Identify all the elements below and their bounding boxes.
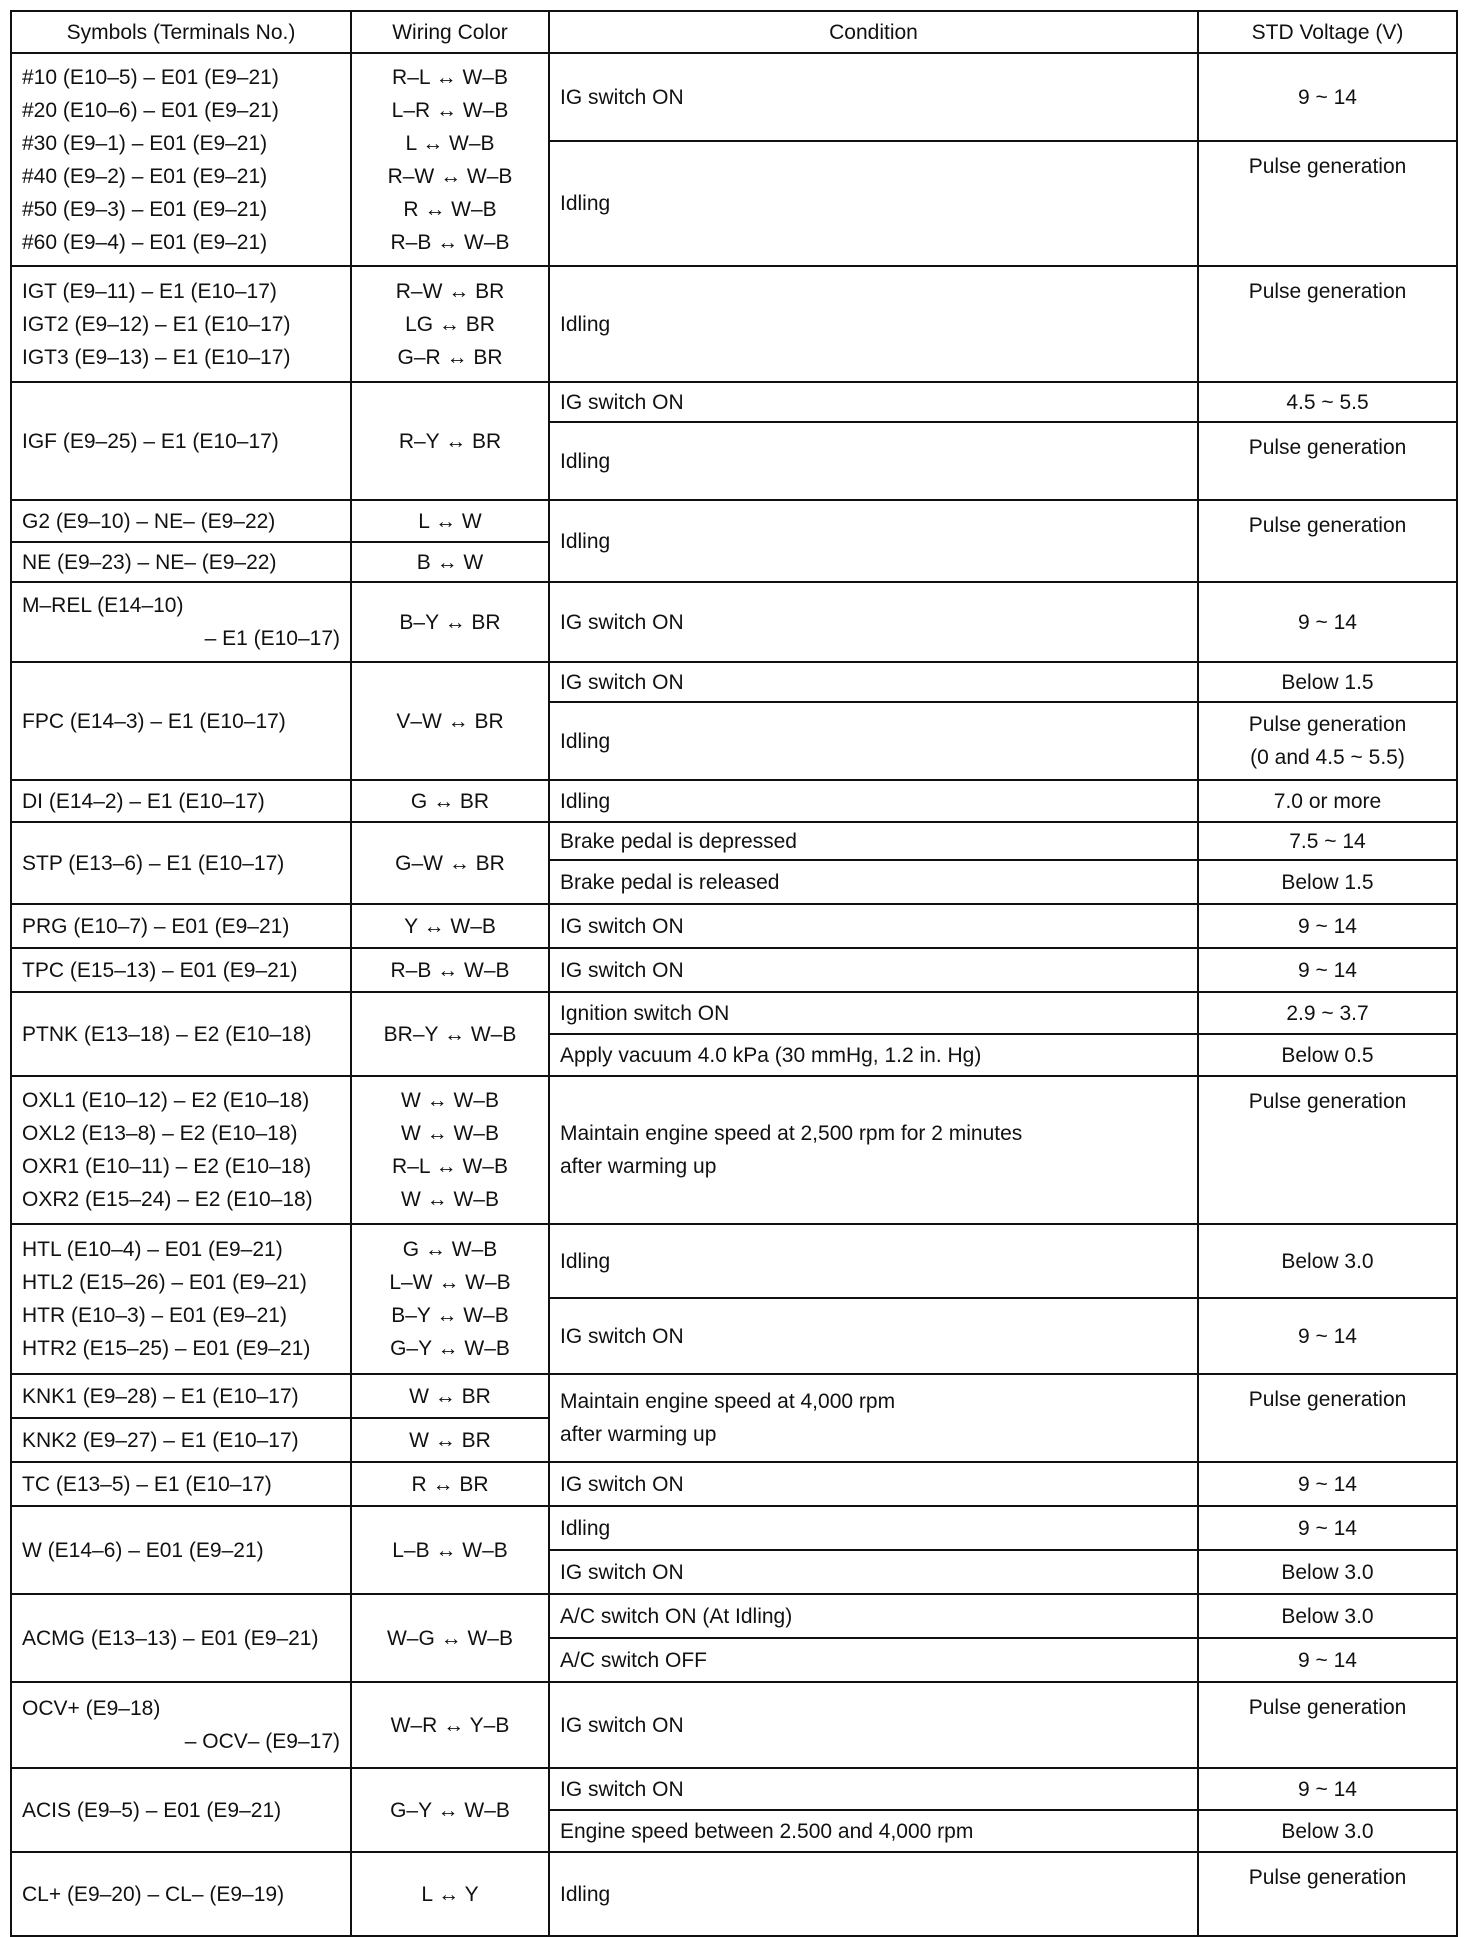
table-row (11, 1682, 1457, 1768)
cell-line: Brake pedal is depressed (560, 829, 797, 853)
cell-line: R–L ↔ W–B (392, 65, 508, 89)
wiring-color-cell (351, 1374, 549, 1418)
cell-line: B–Y ↔ BR (399, 610, 501, 634)
symbols-cell (11, 1076, 351, 1224)
condition-cell (549, 702, 1198, 780)
cell-line: TC (E13–5) – E1 (E10–17) (22, 1472, 272, 1496)
cell-line: Idling (560, 529, 611, 553)
cell-line: #20 (E10–6) – E01 (E9–21) (22, 98, 279, 122)
cell-line: HTL2 (E15–26) – E01 (E9–21) (22, 1271, 307, 1294)
cell-line: G–W ↔ BR (395, 851, 505, 875)
cell-line: IGT3 (E9–13) – E1 (E10–17) (22, 345, 291, 369)
cell-line: Below 3.0 (1281, 1249, 1374, 1273)
cell-line: W ↔ BR (409, 1384, 491, 1408)
cell-line: W–R ↔ Y–B (390, 1713, 510, 1737)
cell-line: Idling (560, 1516, 611, 1540)
cell-line: R–W ↔ BR (395, 279, 505, 303)
wiring-color-cell (351, 948, 549, 992)
cell-line: L–W ↔ W–B (389, 1271, 511, 1294)
cell-line: KNK2 (E9–27) – E1 (E10–17) (22, 1428, 299, 1452)
cell-line: IG switch ON (560, 958, 684, 982)
condition-cell (549, 992, 1198, 1034)
cell-line: OXL1 (E10–12) – E2 (E10–18) (22, 1089, 310, 1112)
condition-cell (549, 1594, 1198, 1638)
cell-line: after warming up (560, 1423, 717, 1446)
table-row (11, 1462, 1457, 1506)
condition-cell (549, 500, 1198, 582)
cell-line: IG switch ON (560, 1777, 684, 1801)
cell-line: Brake pedal is released (560, 870, 780, 894)
cell-line: 9 ~ 14 (1298, 1516, 1357, 1540)
table-row (11, 582, 1457, 662)
cell-line: Below 3.0 (1281, 1604, 1374, 1628)
table-row (11, 904, 1457, 948)
symbols-cell (11, 822, 351, 904)
table-row (11, 822, 1457, 860)
cell-line: IG switch ON (560, 85, 684, 109)
cell-line: Pulse generation (1248, 155, 1407, 178)
symbols-cell (11, 992, 351, 1076)
cell-line: M–REL (E14–10) (22, 594, 184, 617)
condition-cell (549, 904, 1198, 948)
cell-line: Idling (560, 192, 611, 215)
ecu-terminal-voltage-table (10, 10, 1458, 1937)
table-row (11, 1594, 1457, 1638)
table-row (11, 1224, 1457, 1298)
cell-line: 2.9 ~ 3.7 (1286, 1001, 1369, 1025)
std-voltage-cell (1198, 904, 1457, 948)
wiring-color-cell (351, 1224, 549, 1374)
condition-cell (549, 1852, 1198, 1936)
wiring-color-cell (351, 53, 549, 266)
symbols-cell (11, 1462, 351, 1506)
symbols-cell (11, 542, 351, 582)
cell-line: B ↔ W (416, 550, 484, 574)
condition-cell (549, 1550, 1198, 1594)
cell-line: 7.0 or more (1273, 789, 1382, 813)
condition-cell (549, 1768, 1198, 1810)
cell-line: #30 (E9–1) – E01 (E9–21) (22, 131, 268, 155)
cell-line: L ↔ W (418, 509, 482, 533)
cell-line: Pulse generation (1248, 280, 1407, 303)
symbols-cell (11, 500, 351, 542)
std-voltage-cell (1198, 382, 1457, 422)
cell-line: PRG (E10–7) – E01 (E9–21) (22, 914, 290, 938)
cell-line: IGT (E9–11) – E1 (E10–17) (22, 279, 277, 303)
cell-line: G–Y ↔ W–B (390, 1337, 510, 1360)
table-row (11, 1076, 1457, 1224)
cell-line: IG switch ON (560, 1324, 684, 1348)
cell-line: IG switch ON (560, 1472, 684, 1496)
std-voltage-cell (1198, 1852, 1457, 1936)
cell-line: G ↔ BR (410, 789, 490, 813)
std-voltage-cell (1198, 1298, 1457, 1374)
cell-line: 9 ~ 14 (1298, 1648, 1357, 1672)
condition-cell (549, 860, 1198, 904)
cell-line: 9 ~ 14 (1298, 1324, 1357, 1348)
cell-line: – OCV– (E9–17) (184, 1730, 340, 1753)
wiring-color-cell (351, 1852, 549, 1936)
symbols-cell (11, 1418, 351, 1462)
cell-line: 9 ~ 14 (1298, 85, 1357, 109)
cell-line: R–L ↔ W–B (392, 1155, 508, 1178)
cell-line: BR–Y ↔ W–B (383, 1022, 517, 1046)
cell-line: IG switch ON (560, 390, 684, 414)
wiring-color-cell (351, 1682, 549, 1768)
cell-line: IG switch ON (560, 1713, 684, 1737)
condition-cell (549, 1638, 1198, 1682)
wiring-color-cell (351, 1506, 549, 1594)
symbols-cell (11, 1374, 351, 1418)
cell-line: after warming up (560, 1155, 717, 1178)
cell-line: IGF (E9–25) – E1 (E10–17) (22, 429, 279, 453)
symbols-cell (11, 266, 351, 382)
cell-line: PTNK (E13–18) – E2 (E10–18) (22, 1022, 312, 1046)
cell-line: OXL2 (E13–8) – E2 (E10–18) (22, 1122, 298, 1145)
wiring-color-cell (351, 382, 549, 500)
header-condition: Condition (549, 11, 1198, 53)
cell-line: Idling (560, 729, 611, 753)
cell-line: G–Y ↔ W–B (390, 1798, 510, 1822)
condition-cell (549, 582, 1198, 662)
condition-cell (549, 1076, 1198, 1224)
std-voltage-cell (1198, 992, 1457, 1034)
std-voltage-cell (1198, 780, 1457, 822)
cell-line: Pulse generation (1248, 436, 1407, 459)
std-voltage-cell (1198, 1682, 1457, 1768)
std-voltage-cell (1198, 1034, 1457, 1076)
cell-line: #10 (E10–5) – E01 (E9–21) (22, 65, 279, 89)
cell-line: W (E14–6) – E01 (E9–21) (22, 1538, 264, 1562)
condition-cell (549, 1506, 1198, 1550)
table-row (11, 1768, 1457, 1810)
cell-line: LG ↔ BR (405, 312, 495, 336)
std-voltage-cell (1198, 1768, 1457, 1810)
std-voltage-cell (1198, 822, 1457, 860)
symbols-cell (11, 948, 351, 992)
symbols-cell (11, 382, 351, 500)
cell-line: Idling (560, 449, 611, 473)
condition-cell (549, 141, 1198, 266)
cell-line: IG switch ON (560, 610, 684, 634)
std-voltage-cell (1198, 1224, 1457, 1298)
cell-line: KNK1 (E9–28) – E1 (E10–17) (22, 1384, 299, 1408)
cell-line: #40 (E9–2) – E01 (E9–21) (22, 164, 268, 188)
std-voltage-cell (1198, 948, 1457, 992)
condition-cell (549, 822, 1198, 860)
cell-line: #60 (E9–4) – E01 (E9–21) (22, 230, 268, 254)
std-voltage-cell (1198, 1506, 1457, 1550)
cell-line: OXR2 (E15–24) – E2 (E10–18) (22, 1188, 313, 1211)
wiring-color-cell (351, 1768, 549, 1852)
cell-line: R ↔ W–B (403, 197, 497, 221)
wiring-color-cell (351, 1594, 549, 1682)
std-voltage-cell (1198, 266, 1457, 382)
cell-line: W ↔ W–B (401, 1089, 499, 1112)
cell-line: Maintain engine speed at 4,000 rpm (560, 1390, 896, 1413)
cell-line: #50 (E9–3) – E01 (E9–21) (22, 197, 268, 221)
table-row (11, 500, 1457, 542)
cell-line: L ↔ Y (421, 1882, 479, 1906)
cell-line: Y ↔ W–B (404, 914, 496, 938)
cell-line: Idling (560, 789, 611, 813)
cell-line: Below 3.0 (1281, 1560, 1374, 1584)
cell-line: V–W ↔ BR (396, 709, 504, 733)
std-voltage-cell (1198, 422, 1457, 500)
cell-line: 9 ~ 14 (1298, 1472, 1357, 1496)
cell-line: Pulse generation (1248, 713, 1407, 736)
symbols-cell (11, 1224, 351, 1374)
symbols-cell (11, 53, 351, 266)
cell-line: 9 ~ 14 (1298, 958, 1357, 982)
cell-line: DI (E14–2) – E1 (E10–17) (22, 789, 265, 813)
table-row (11, 1852, 1457, 1936)
std-voltage-cell (1198, 1810, 1457, 1852)
wiring-color-cell (351, 542, 549, 582)
cell-line: A/C switch OFF (560, 1648, 708, 1672)
document-page (10, 10, 1456, 1937)
cell-line: IGT2 (E9–12) – E1 (E10–17) (22, 312, 291, 336)
cell-line: R–W ↔ W–B (387, 164, 513, 188)
table-row (11, 1506, 1457, 1550)
cell-line: Pulse generation (1248, 1866, 1407, 1889)
std-voltage-cell (1198, 500, 1457, 582)
cell-line: L ↔ W–B (405, 131, 495, 155)
cell-line: OXR1 (E10–11) – E2 (E10–18) (22, 1155, 312, 1178)
cell-line: Apply vacuum 4.0 kPa (30 mmHg, 1.2 in. Hg) (560, 1043, 982, 1067)
std-voltage-cell (1198, 1594, 1457, 1638)
cell-line: Pulse generation (1248, 1090, 1407, 1113)
cell-line: NE (E9–23) – NE– (E9–22) (22, 550, 277, 574)
symbols-cell (11, 582, 351, 662)
cell-line: G–R ↔ BR (397, 345, 503, 369)
cell-line: R–B ↔ W–B (390, 230, 510, 254)
symbols-cell (11, 1852, 351, 1936)
cell-line: R–B ↔ W–B (390, 958, 510, 982)
condition-cell (549, 1462, 1198, 1506)
wiring-color-cell (351, 1462, 549, 1506)
condition-cell (549, 1224, 1198, 1298)
cell-line: Below 3.0 (1281, 1819, 1374, 1843)
condition-cell (549, 1298, 1198, 1374)
cell-line: STP (E13–6) – E1 (E10–17) (22, 851, 285, 875)
symbols-cell (11, 1506, 351, 1594)
cell-line: G2 (E9–10) – NE– (E9–22) (22, 509, 276, 533)
wiring-color-cell (351, 500, 549, 542)
cell-line: A/C switch ON (At Idling) (560, 1604, 793, 1628)
cell-line: HTL (E10–4) – E01 (E9–21) (22, 1238, 283, 1261)
std-voltage-cell (1198, 53, 1457, 141)
cell-line: (0 and 4.5 ~ 5.5) (1250, 746, 1405, 769)
std-voltage-cell (1198, 702, 1457, 780)
std-voltage-cell (1198, 662, 1457, 702)
wiring-color-cell (351, 582, 549, 662)
std-voltage-cell (1198, 141, 1457, 266)
cell-line: Ignition switch ON (560, 1001, 730, 1025)
wiring-color-cell (351, 992, 549, 1076)
cell-line: FPC (E14–3) – E1 (E10–17) (22, 709, 286, 733)
cell-line: TPC (E15–13) – E01 (E9–21) (22, 958, 298, 982)
std-voltage-cell (1198, 1374, 1457, 1462)
header-wiring-color: Wiring Color (351, 11, 549, 53)
cell-line: 7.5 ~ 14 (1289, 829, 1366, 853)
cell-line: Pulse generation (1248, 1388, 1407, 1411)
cell-line: Idling (560, 1882, 611, 1906)
cell-line: 9 ~ 14 (1298, 914, 1357, 938)
cell-line: 4.5 ~ 5.5 (1286, 390, 1369, 414)
condition-cell (549, 382, 1198, 422)
cell-line: Below 0.5 (1281, 1043, 1374, 1067)
cell-line: Pulse generation (1248, 1696, 1407, 1719)
condition-cell (549, 266, 1198, 382)
std-voltage-cell (1198, 1076, 1457, 1224)
cell-line: W ↔ W–B (401, 1122, 499, 1145)
condition-cell (549, 780, 1198, 822)
cell-line: Maintain engine speed at 2,500 rpm for 2 minutes (560, 1122, 1023, 1145)
cell-line: – E1 (E10–17) (204, 627, 340, 650)
cell-line: Below 1.5 (1281, 870, 1374, 894)
condition-cell (549, 1374, 1198, 1462)
std-voltage-cell (1198, 1550, 1457, 1594)
table-row (11, 1374, 1457, 1418)
cell-line: W–G ↔ W–B (386, 1626, 513, 1650)
cell-line: IG switch ON (560, 670, 684, 694)
cell-line: B–Y ↔ W–B (391, 1304, 509, 1327)
wiring-color-cell (351, 904, 549, 948)
cell-line: 9 ~ 14 (1298, 610, 1357, 634)
cell-line: Idling (560, 1249, 611, 1273)
wiring-color-cell (351, 1076, 549, 1224)
symbols-cell (11, 1594, 351, 1682)
table-body (11, 53, 1457, 1936)
cell-line: IG switch ON (560, 1560, 684, 1584)
std-voltage-cell (1198, 860, 1457, 904)
cell-line: ACMG (E13–13) – E01 (E9–21) (22, 1626, 319, 1650)
cell-line: L–B ↔ W–B (392, 1538, 508, 1562)
cell-line: OCV+ (E9–18) (22, 1697, 161, 1720)
cell-line: HTR2 (E15–25) – E01 (E9–21) (22, 1337, 311, 1360)
wiring-color-cell (351, 780, 549, 822)
cell-line: R ↔ BR (411, 1472, 489, 1496)
std-voltage-cell (1198, 1462, 1457, 1506)
condition-cell (549, 1034, 1198, 1076)
header-std-voltage: STD Voltage (V) (1198, 11, 1457, 53)
wiring-color-cell (351, 1418, 549, 1462)
cell-line: 9 ~ 14 (1298, 1777, 1357, 1801)
header-symbols: Symbols (Terminals No.) (11, 11, 351, 53)
cell-line: HTR (E10–3) – E01 (E9–21) (22, 1304, 287, 1327)
std-voltage-cell (1198, 1638, 1457, 1682)
symbols-cell (11, 1682, 351, 1768)
cell-line: CL+ (E9–20) – CL– (E9–19) (22, 1882, 285, 1906)
cell-line: L–R ↔ W–B (391, 98, 509, 122)
symbols-cell (11, 1768, 351, 1852)
wiring-color-cell (351, 266, 549, 382)
cell-line: Below 1.5 (1281, 670, 1374, 694)
cell-line: Pulse generation (1248, 514, 1407, 537)
table-row (11, 780, 1457, 822)
condition-cell (549, 422, 1198, 500)
cell-line: IG switch ON (560, 914, 684, 938)
header-row (11, 11, 1457, 53)
condition-cell (549, 662, 1198, 702)
table-row (11, 53, 1457, 141)
cell-line: ACIS (E9–5) – E01 (E9–21) (22, 1798, 282, 1822)
cell-line: Idling (560, 312, 611, 336)
table-row (11, 662, 1457, 702)
wiring-color-cell (351, 822, 549, 904)
cell-line: Engine speed between 2.500 and 4,000 rpm (560, 1819, 974, 1843)
cell-line: G ↔ W–B (402, 1238, 498, 1261)
cell-line: W ↔ W–B (401, 1188, 499, 1211)
condition-cell (549, 1810, 1198, 1852)
condition-cell (549, 948, 1198, 992)
cell-line: R–Y ↔ BR (398, 429, 502, 453)
table-row (11, 266, 1457, 382)
condition-cell (549, 1682, 1198, 1768)
cell-line: W ↔ BR (409, 1428, 491, 1452)
condition-cell (549, 53, 1198, 141)
table-row (11, 948, 1457, 992)
table-row (11, 992, 1457, 1034)
symbols-cell (11, 904, 351, 948)
symbols-cell (11, 780, 351, 822)
wiring-color-cell (351, 662, 549, 780)
std-voltage-cell (1198, 582, 1457, 662)
table-row (11, 382, 1457, 422)
symbols-cell (11, 662, 351, 780)
